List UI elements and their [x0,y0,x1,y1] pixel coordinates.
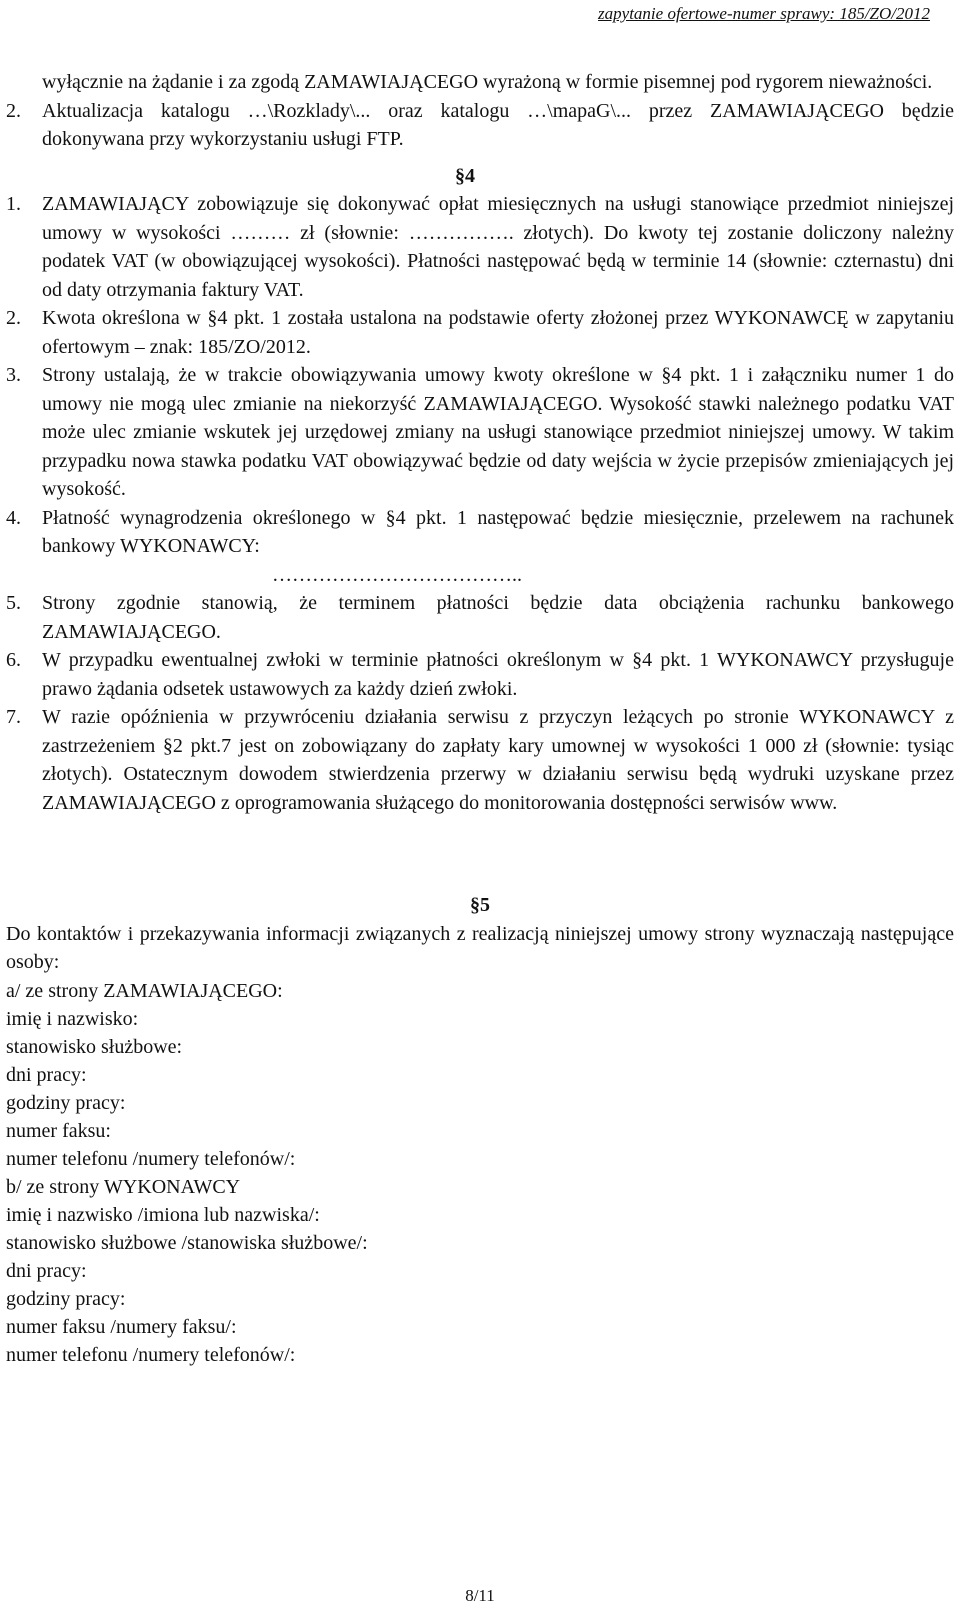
contact-line: dni pracy: [6,1063,87,1086]
running-header: zapytanie ofertowe-numer sprawy: 185/ZO/2012 [598,4,930,23]
item-number: 2. [6,307,21,329]
item-number: 7. [6,706,21,728]
item-text: Płatność wynagrodzenia określonego w §4 pkt. 1 następować będzie miesięcznie, przelewem na rachunek bankowy WYKONAWCY: [42,506,954,557]
item-text: Kwota określona w §4 pkt. 1 została ustalona na podstawie oferty złożonej przez WYKONAWCĘ w zapytaniu ofertowym – znak: 185/ZO/2012. [42,307,954,358]
item-text: Strony ustalają, że w trakcie obowiązywania umowy kwoty określone w §4 pkt. 1 i załączniku numer 1 do umowy nie mogą ulec zmianie na niekorzyść ZAMAWIAJĄCEGO. Wysokość stawki należnego podatku VAT może ulec zmianie wskutek jej urzędowej zmiany na usługi stanowiące przedmiot niniejszej umowy. W takim przypadku nowa stawka podatku VAT obowiązywać będzie od daty wejścia w życie przepisów zmieniających jej wysokość. [42,364,954,500]
contact-line: numer telefonu /numery telefonów/: [6,1147,296,1170]
page-number: 8/11 [465,1586,495,1605]
contact-line: numer faksu: [6,1119,111,1142]
contact-line: stanowisko służbowe: [6,1035,183,1058]
contact-line: stanowisko służbowe /stanowiska służbowe/: [6,1231,368,1254]
item-number: 6. [6,649,21,671]
contact-line: numer telefonu /numery telefonów/: [6,1343,296,1366]
contact-line: numer faksu /numery faksu/: [6,1315,237,1338]
list-item [6,190,954,304]
item-number: 5. [6,592,21,614]
item-text: ZAMAWIAJĄCY zobowiązuje się dokonywać opłat miesięcznych na usługi stanowiące przedmiot niniejszej umowy w wysokości ……… zł (słownie: ……………. złotych). Do kwoty tej zostanie doliczony należny podatek VAT (w obowiązującej wysokości). Płatności następować będą w terminie 14 (słownie: czternastu) dni od daty otrzymania faktury VAT. [42,193,954,301]
account-number-placeholder: ……………………………….. [272,563,522,586]
contact-line: b/ ze strony WYKONAWCY [6,1175,241,1198]
item-text: Strony zgodnie stanowią, że terminem płatności będzie data obciążenia rachunku bankowego ZAMAWIAJĄCEGO. [42,592,954,643]
item-number: 3. [6,364,21,386]
list-item [6,703,954,817]
section-intro: Do kontaktów i przekazywania informacji związanych z realizacją niniejszej umowy strony wyznaczają następujące osoby: [6,922,954,973]
section-heading-5: §5 [470,894,490,916]
list-item [6,97,954,154]
item-number: 4. [6,506,21,529]
list-item [6,504,954,561]
contact-line: dni pracy: [6,1259,87,1282]
item-number: 1. [6,193,21,215]
list-item [6,646,954,703]
item-text: Aktualizacja katalogu …\Rozklady\... oraz katalogu …\mapaG\... przez ZAMAWIAJĄCEGO będzie dokonywana przy wykorzystaniu usługi FTP. [42,99,954,150]
item-text: W razie opóźnienia w przywróceniu działania serwisu z przyczyn leżących po stronie WYKONAWCY z zastrzeżeniem §2 pkt.7 jest on zobowiązany do zapłaty kary umownej w wysokości 1 000 zł (słownie: tysiąc złotych). Ostatecznym dowodem stwierdzenia przerwy w działaniu serwisu będą wydruki uzyskane przez ZAMAWIAJĄCEGO z oprogramowania służącego do monitorowania dostępności serwisów www. [42,706,954,814]
list-item [6,304,954,361]
paragraph-continuation: wyłącznie na żądanie i za zgodą ZAMAWIAJĄCEGO wyrażoną w formie pisemnej pod rygorem nieważności. [42,71,933,93]
section-heading-4: §4 [455,164,475,187]
contact-line: imię i nazwisko: [6,1007,139,1030]
contact-line: a/ ze strony ZAMAWIAJĄCEGO: [6,979,283,1002]
contact-line: imię i nazwisko /imiona lub nazwiska/: [6,1203,320,1226]
contact-line: godziny pracy: [6,1287,126,1310]
item-text: W przypadku ewentualnej zwłoki w terminie płatności określonym w §4 pkt. 1 WYKONAWCY przysługuje prawo żądania odsetek ustawowych za każdy dzień zwłoki. [42,649,954,700]
item-number: 2. [6,99,21,122]
list-item [6,589,954,646]
contact-line: godziny pracy: [6,1091,126,1114]
document-body [6,68,954,1369]
list-item [6,361,954,504]
